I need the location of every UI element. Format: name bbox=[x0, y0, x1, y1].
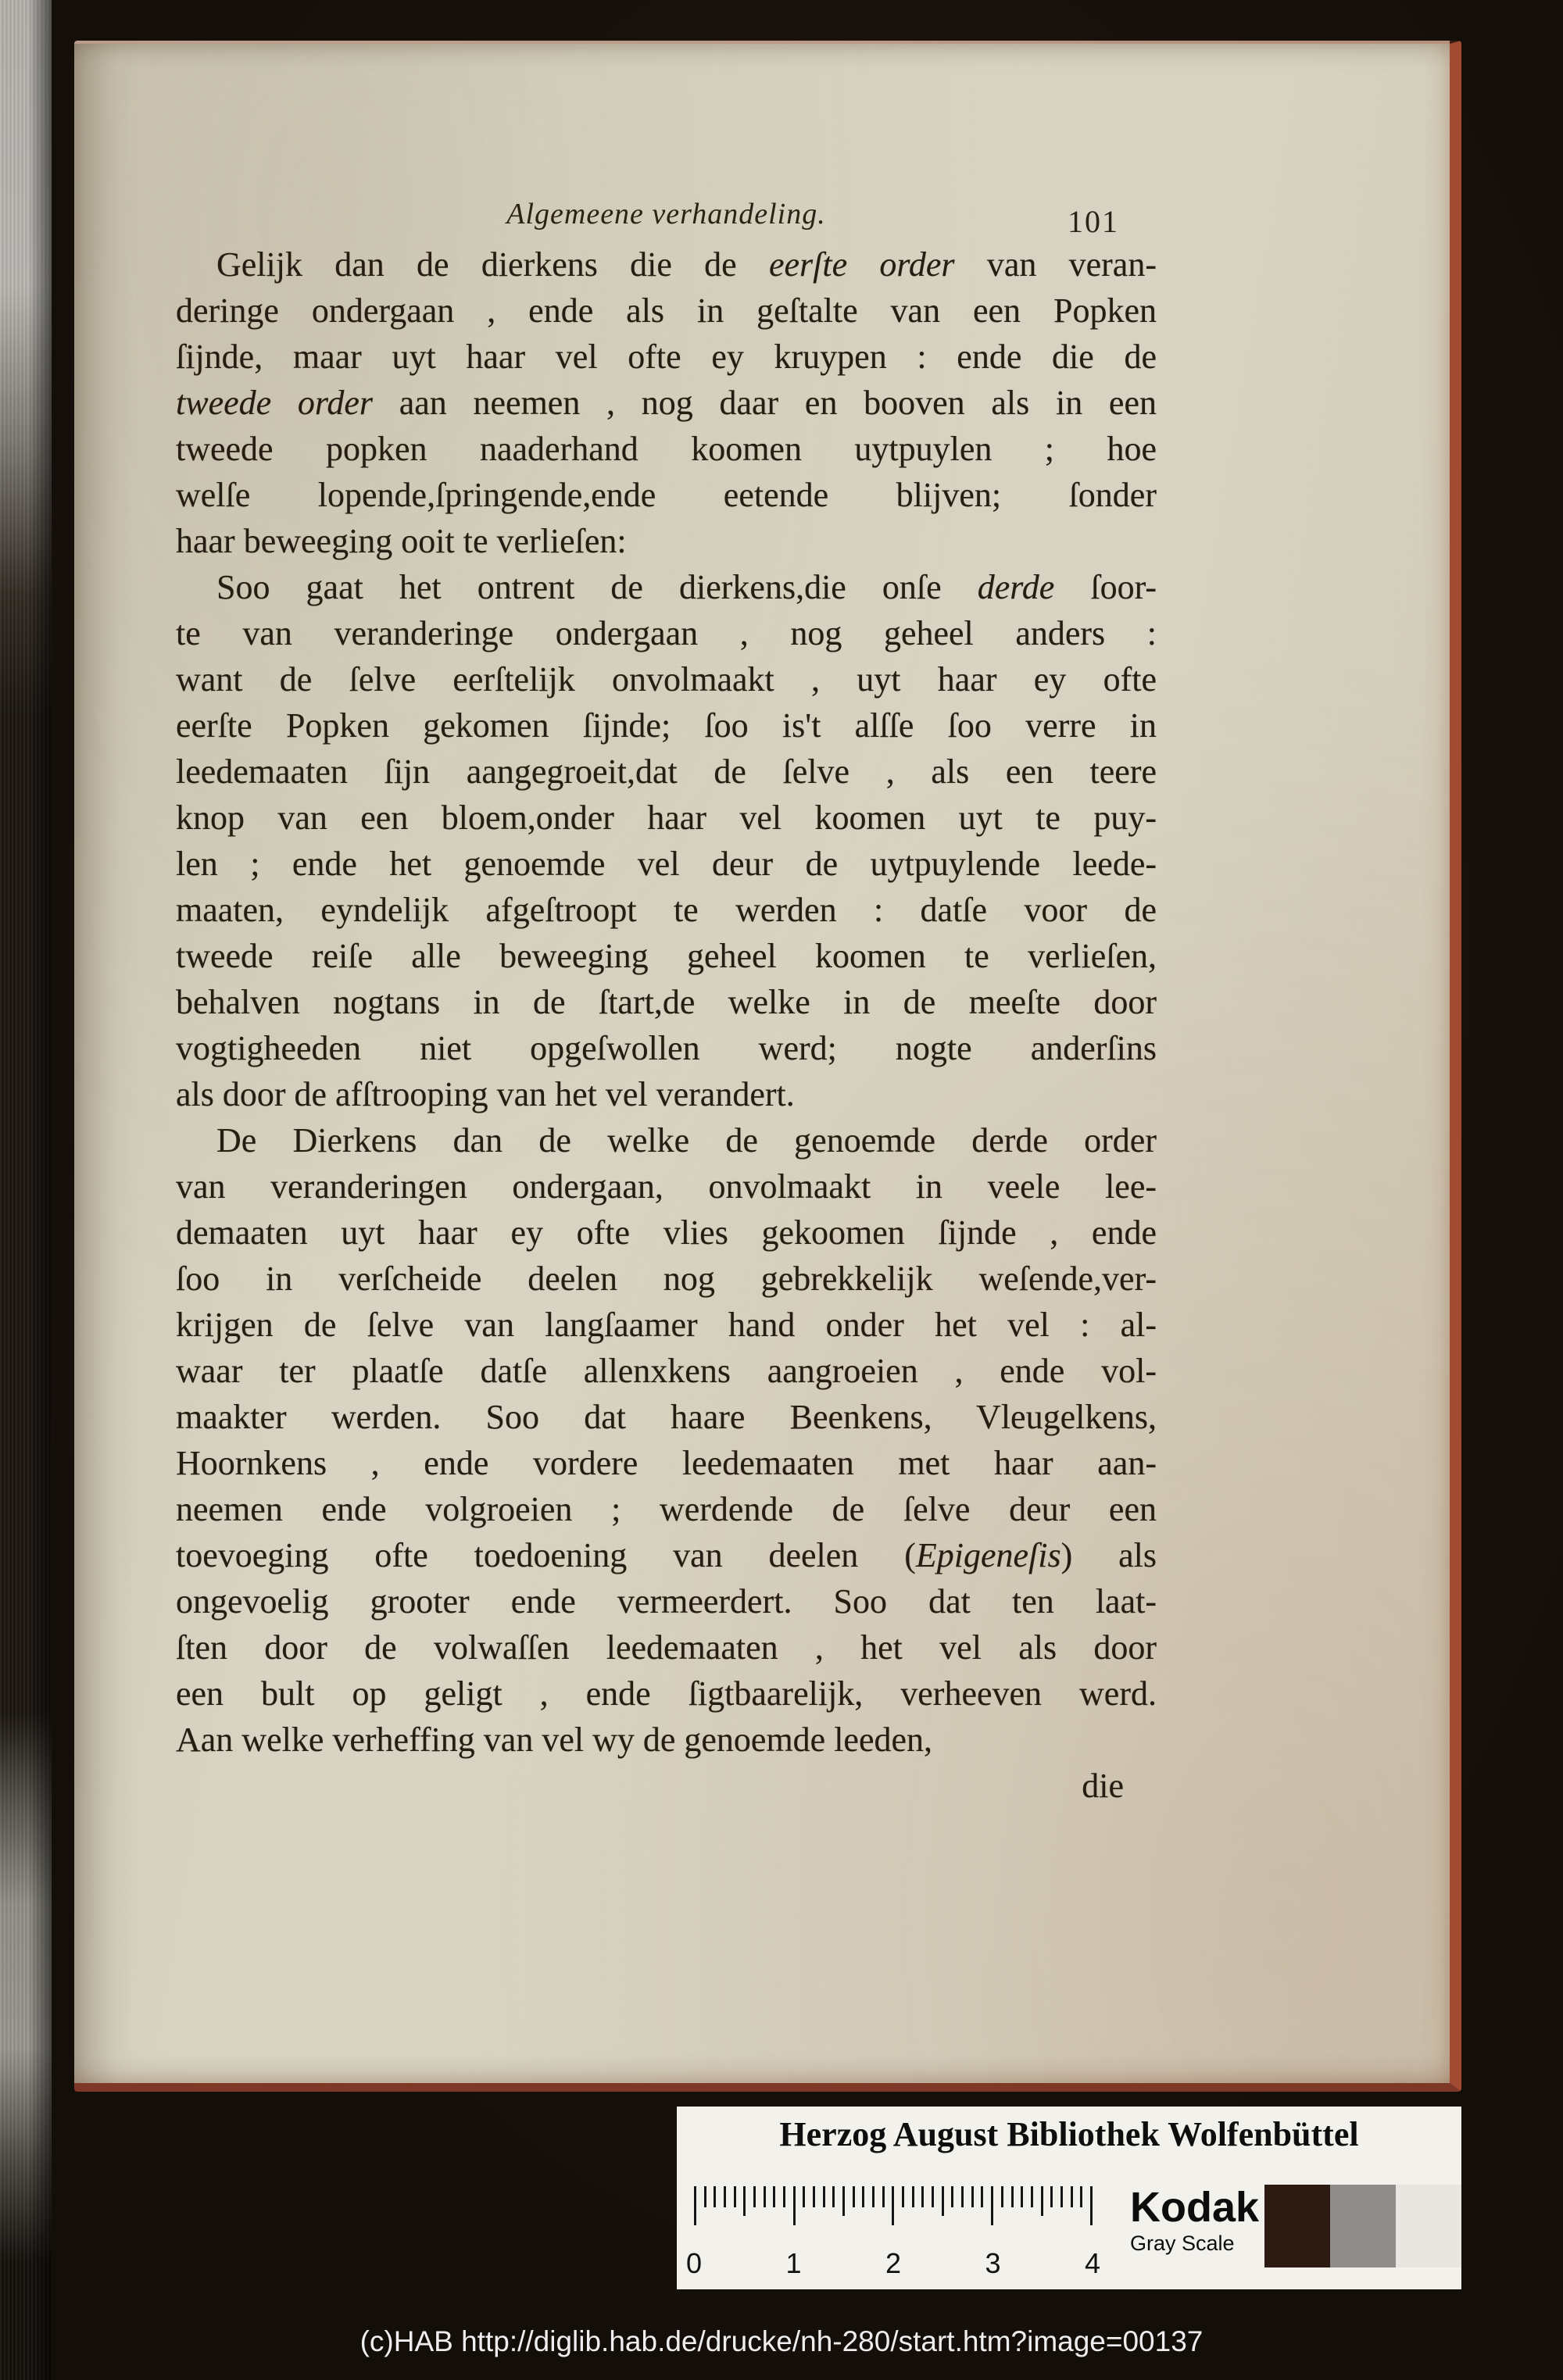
ruler-tick bbox=[1090, 2186, 1093, 2225]
ruler-tick bbox=[1080, 2186, 1082, 2207]
ruler-tick bbox=[971, 2186, 974, 2207]
paragraph bbox=[176, 564, 1157, 1117]
ruler-number: 4 bbox=[1084, 2247, 1101, 2279]
text-block bbox=[176, 241, 1157, 1809]
text-line: te van veranderinge ondergaan , nog geheel anders : bbox=[176, 614, 1157, 652]
ruler-tick bbox=[764, 2186, 766, 2207]
ruler-tick bbox=[942, 2186, 944, 2216]
ruler-tick bbox=[842, 2186, 845, 2216]
text-line: een bult op geligt , ende ſigtbaarelijk, verheeven werd. bbox=[176, 1674, 1157, 1713]
ruler-tick bbox=[832, 2186, 835, 2207]
ruler-tick bbox=[694, 2186, 696, 2225]
book-edge bbox=[0, 0, 52, 2380]
ruler-tick bbox=[823, 2186, 825, 2207]
ruler-number: 1 bbox=[785, 2247, 802, 2279]
ruler-tick bbox=[1011, 2186, 1014, 2207]
ruler-tick bbox=[753, 2186, 756, 2207]
ruler-tick bbox=[783, 2186, 785, 2207]
ruler-tick bbox=[1021, 2186, 1023, 2207]
ruler-tick bbox=[813, 2186, 815, 2207]
ruler-tick bbox=[981, 2186, 983, 2207]
ruler-tick bbox=[1060, 2186, 1063, 2207]
ruler-tick bbox=[892, 2186, 894, 2225]
patch-gray bbox=[1330, 2185, 1396, 2267]
text-line: Hoornkens , ende vordere leedemaaten met haar aan- bbox=[176, 1444, 1157, 1482]
ruler-tick bbox=[872, 2186, 874, 2207]
ruler-tick bbox=[803, 2186, 805, 2207]
ruler-tick bbox=[921, 2186, 924, 2207]
text-line: Gelijk dan de dierkens die de eerſte order van veran- bbox=[216, 245, 1157, 284]
ruler-ticks bbox=[694, 2186, 1093, 2227]
text-line: ſten door de volwaſſen leedemaaten , het vel als door bbox=[176, 1628, 1157, 1667]
ruler-tick bbox=[773, 2186, 775, 2207]
grayscale-patches bbox=[1264, 2185, 1461, 2267]
strip-lower bbox=[677, 2183, 1461, 2289]
text-line: len ; ende het genoemde vel deur de uytpuylende leede- bbox=[176, 845, 1157, 883]
text-line: leedemaaten ſijn aangegroeit,dat de ſelve , als een teere bbox=[176, 752, 1157, 791]
text-line: welſe lopende,ſpringende,ende eetende blijven; ſonder bbox=[176, 476, 1157, 514]
text-line: Soo gaat het ontrent de dierkens,die onſe derde ſoor- bbox=[216, 568, 1157, 606]
ruler-tick bbox=[1071, 2186, 1073, 2207]
kodak-block bbox=[1130, 2183, 1259, 2256]
ruler-numbers bbox=[685, 2247, 1101, 2283]
text-line: Aan welke verheffing van vel wy de genoemde leeden, bbox=[176, 1721, 933, 1759]
text-line: tweede popken naaderhand koomen uytpuylen ; hoe bbox=[176, 430, 1157, 468]
text-line: neemen ende volgroeien ; werdende de ſelve deur een bbox=[176, 1490, 1157, 1528]
kodak-logo: Kodak bbox=[1130, 2184, 1260, 2231]
text-line: maakter werden. Soo dat haare Beenkens, Vleugelkens, bbox=[176, 1398, 1157, 1436]
text-line: want de ſelve eerſtelijk onvolmaakt , uyt haar ey ofte bbox=[176, 660, 1157, 699]
text-line: eerſte Popken gekomen ſijnde; ſoo is't alſſe ſoo verre in bbox=[176, 706, 1157, 745]
text-line: als door de afſtrooping van het vel verandert. bbox=[176, 1075, 795, 1113]
ruler-tick bbox=[1041, 2186, 1043, 2216]
text-line: ſijnde, maar uyt haar vel ofte ey kruypen : ende die de bbox=[176, 338, 1157, 376]
text-line: van veranderingen ondergaan, onvolmaakt in veele lee- bbox=[176, 1167, 1157, 1206]
text-line: demaaten uyt haar ey ofte vlies gekoomen ſijnde , ende bbox=[176, 1213, 1157, 1252]
ruler-tick bbox=[793, 2186, 796, 2225]
ruler-tick bbox=[1001, 2186, 1003, 2207]
catchword: die bbox=[1082, 1767, 1124, 1805]
ruler-tick bbox=[734, 2186, 736, 2207]
ruler-tick bbox=[714, 2186, 716, 2207]
text-line: tweede order aan neemen , nog daar en booven als in een bbox=[176, 384, 1157, 422]
text-line: maaten, eyndelijk afgeſtroopt te werden : datſe voor de bbox=[176, 891, 1157, 929]
text-line: waar ter plaatſe datſe allenxkens aangroeien , ende vol- bbox=[176, 1352, 1157, 1390]
ruler-tick bbox=[1031, 2186, 1033, 2207]
grayscale-label: Gray Scale bbox=[1130, 2232, 1235, 2255]
patch-light bbox=[1396, 2185, 1461, 2267]
text-line: ongevoelig grooter ende vermeerdert. Soo dat ten laat- bbox=[176, 1582, 1157, 1621]
ruler-tick bbox=[704, 2186, 706, 2207]
ruler-tick bbox=[853, 2186, 855, 2207]
text-line: haar beweeging ooit te verlieſen: bbox=[176, 522, 627, 560]
text-line: ſoo in verſcheide deelen nog gebrekkelijk weſende,ver- bbox=[176, 1260, 1157, 1298]
page-header bbox=[176, 197, 1157, 247]
ruler-tick bbox=[951, 2186, 953, 2207]
text-line: toevoeging ofte toedoening van deelen (Epigeneſis) als bbox=[176, 1536, 1157, 1574]
ruler-tick bbox=[991, 2186, 993, 2225]
scan-page bbox=[74, 41, 1461, 2092]
paragraph bbox=[176, 241, 1157, 564]
ruler-tick bbox=[862, 2186, 864, 2207]
ruler-tick bbox=[743, 2186, 746, 2216]
ruler-tick bbox=[882, 2186, 885, 2207]
paragraph bbox=[176, 1117, 1157, 1763]
page-number: 101 bbox=[1068, 204, 1119, 239]
text-line: De Dierkens dan de welke de genoemde derde order bbox=[216, 1121, 1157, 1160]
ruler-tick bbox=[961, 2186, 964, 2207]
running-header: Algemeene verhandeling. bbox=[506, 198, 826, 230]
ruler-number: 0 bbox=[685, 2247, 703, 2279]
ruler-tick bbox=[1050, 2186, 1053, 2207]
patch-dark bbox=[1264, 2185, 1330, 2267]
image-caption: (c)HAB http://diglib.hab.de/drucke/nh-280/start.htm?image=00137 bbox=[359, 2325, 1204, 2357]
ruler-tick bbox=[724, 2186, 726, 2207]
text-line: tweede reiſe alle beweeging geheel koomen te verlieſen, bbox=[176, 937, 1157, 975]
ruler-tick bbox=[912, 2186, 914, 2207]
ruler-number: 3 bbox=[985, 2247, 1001, 2279]
text-line: knop van een bloem,onder haar vel koomen uyt te puy- bbox=[176, 799, 1157, 837]
ruler-tick bbox=[902, 2186, 904, 2207]
text-line: krijgen de ſelve van langſaamer hand onder het vel : al- bbox=[176, 1306, 1157, 1344]
text-line: deringe ondergaan , ende als in geſtalte van een Popken bbox=[176, 291, 1157, 330]
text-line: vogtigheeden niet opgeſwollen werd; nogte anderſins bbox=[176, 1029, 1157, 1067]
library-label: Herzog August Bibliothek Wolfenbüttel bbox=[779, 2115, 1359, 2153]
ruler-tick bbox=[932, 2186, 934, 2207]
text-line: behalven nogtans in de ſtart,de welke in de meeſte door bbox=[176, 983, 1157, 1021]
ruler bbox=[685, 2186, 1101, 2285]
ruler-number: 2 bbox=[885, 2247, 902, 2279]
kodak-strip bbox=[677, 2107, 1461, 2289]
